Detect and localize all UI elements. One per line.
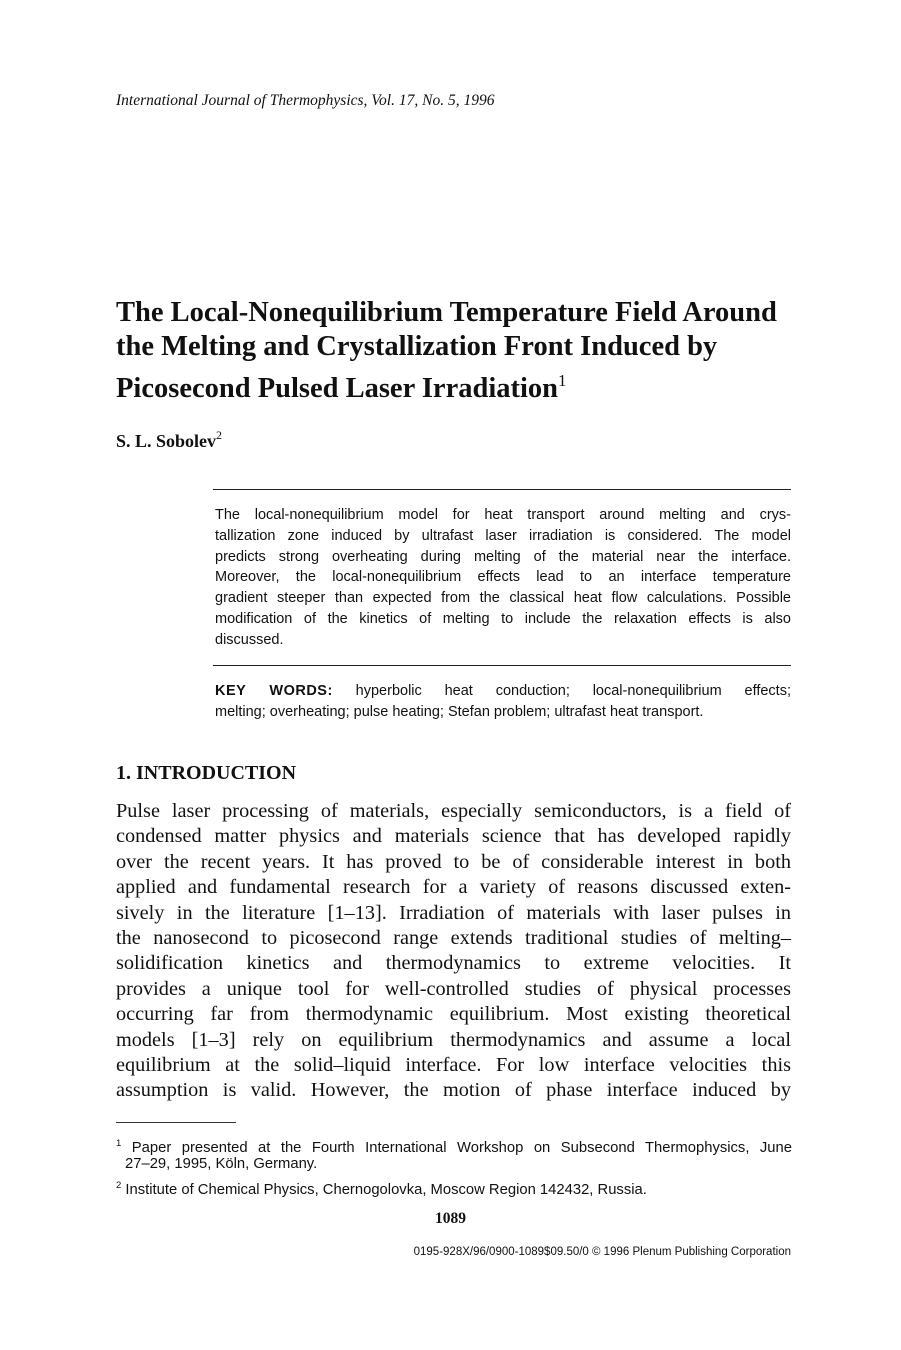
journal-header: International Journal of Thermophysics, Vol. 17, No. 5, 1996 [116, 92, 495, 109]
keywords-line [215, 681, 791, 702]
abstract-line: The local-nonequilibrium model for heat transport around melting and crys- [215, 507, 791, 523]
body-line: equilibrium at the solid–liquid interface. For low interface velocities this [116, 1053, 791, 1076]
keywords-text: hyperbolic heat conduction; local-nonequilibrium effects; [355, 683, 791, 699]
body-line: assumption is valid. However, the motion of phase interface induced by [116, 1079, 791, 1102]
body-line: models [1–3] rely on equilibrium thermodynamics and assume a local [116, 1028, 791, 1051]
author [116, 428, 222, 452]
footnote-mark: 1 [116, 1138, 122, 1149]
footnote-mark: 2 [116, 1180, 122, 1191]
title-line [116, 364, 816, 406]
body-line: provides a unique tool for well-controlled studies of physical processes [116, 977, 791, 1000]
body-line: the nanosecond to picosecond range extends traditional studies of melting– [116, 926, 791, 949]
body-text [116, 799, 791, 1104]
footnote-text: Institute of Chemical Physics, Chernogolovka, Moscow Region 142432, Russia. [125, 1182, 647, 1198]
abstract-line: tallization zone induced by ultrafast laser irradiation is considered. The model [215, 527, 791, 544]
title-line-text: Picosecond Pulsed Laser Irradiation [116, 373, 559, 404]
body-line: Pulse laser processing of materials, especially semiconductors, is a field of [116, 800, 791, 822]
author-name: S. L. Sobolev [116, 431, 217, 451]
body-line: solidification kinetics and thermodynamics to extreme velocities. It [116, 952, 791, 975]
keywords [215, 681, 791, 723]
footnote-1 [116, 1133, 792, 1154]
footnote-1-continuation: 27–29, 1995, Köln, Germany. [125, 1156, 318, 1172]
abstract-line: predicts strong overheating during melting of the material near the interface. [215, 548, 791, 565]
footnote-rule [116, 1122, 236, 1123]
body-line: occurring far from thermodynamic equilibrium. Most existing theoretical [116, 1003, 791, 1026]
body-line: condensed matter physics and materials science that has developed rapidly [116, 825, 791, 848]
footnote-2 [116, 1175, 792, 1196]
body-line: applied and fundamental research for a variety of reasons discussed exten- [116, 876, 791, 899]
title-footnote-mark: 1 [558, 371, 567, 390]
author-footnote-mark: 2 [216, 428, 223, 442]
abstract-line: gradient steeper than expected from the classical heat flow calculations. Possible [215, 590, 791, 607]
footnote-text: Paper presented at the Fourth International Workshop on Subsecond Thermophysics, June [131, 1140, 792, 1156]
body-line: over the recent years. It has proved to be of considerable interest in both [116, 850, 791, 873]
body-line: sively in the literature [1–13]. Irradiation of materials with laser pulses in [116, 901, 791, 924]
abstract [215, 505, 791, 651]
page-number: 1089 [435, 1210, 466, 1227]
paper-title [116, 296, 816, 406]
abstract-bottom-rule [213, 665, 791, 666]
copyright-line: 0195-928X/96/0900-1089$09.50/0 © 1996 Plenum Publishing Corporation [413, 1246, 791, 1258]
abstract-line: Moreover, the local-nonequilibrium effects lead to an interface temperature [215, 569, 791, 586]
section-heading: 1. INTRODUCTION [116, 762, 297, 784]
footnotes [116, 1133, 792, 1196]
abstract-line: discussed. [215, 631, 284, 648]
abstract-top-rule [213, 489, 791, 490]
keywords-line: melting; overheating; pulse heating; Stefan problem; ultrafast heat transport. [215, 704, 704, 720]
keywords-label: KEY WORDS: [215, 683, 333, 699]
abstract-line: modification of the kinetics of melting to include the relaxation effects is also [215, 610, 791, 627]
title-line: The Local-Nonequilibrium Temperature Field Around [116, 297, 777, 328]
title-line: the Melting and Crystallization Front Induced by [116, 331, 718, 362]
